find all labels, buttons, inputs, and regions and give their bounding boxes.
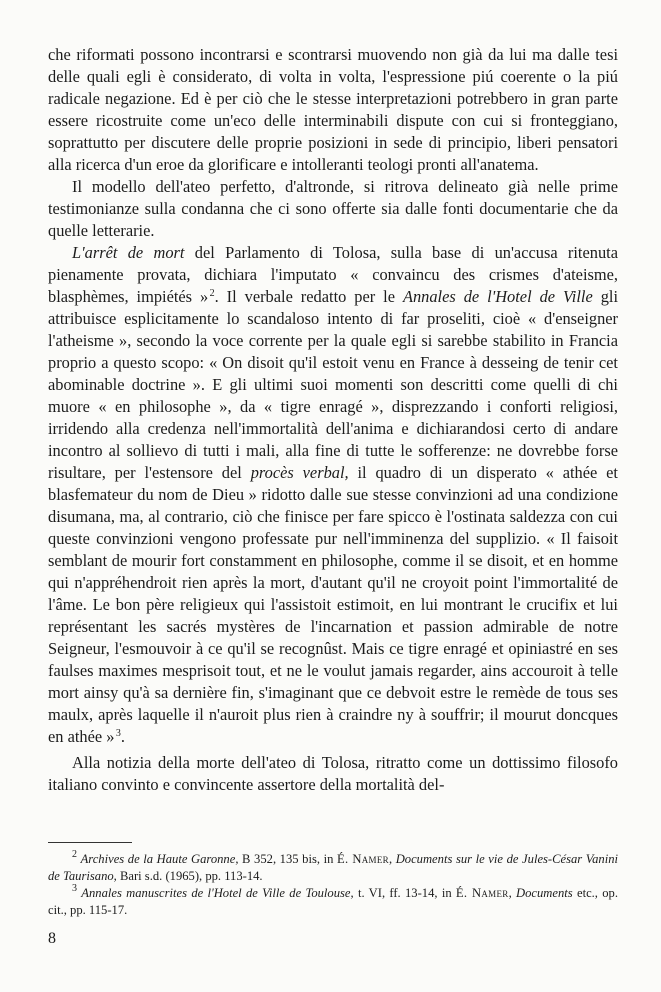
author-name: É. Namer bbox=[337, 852, 389, 866]
footnote-3: $^3$ Annales manuscrites de l'Hotel de Ville de Toulouse, t. VI, ff. 13-14, in É. Namer, Documents etc., op. cit., pp. 115-17. bbox=[48, 883, 618, 917]
italic-term: procès verbal, bbox=[250, 463, 349, 482]
main-text bbox=[48, 44, 618, 796]
footnote-divider bbox=[48, 842, 132, 843]
page-number: 8 bbox=[48, 930, 56, 947]
italic-title: Annales de l'Hotel de Ville bbox=[402, 287, 593, 306]
footnote-2: $^2$ Archives de la Haute Garonne, B 352, 135 bis, in É. Namer, Documents sur le vie de Jules-César Vanini de Taurisano, Bari s.d. (1965), pp. 113-14. bbox=[48, 849, 618, 883]
footnotes bbox=[48, 851, 618, 919]
author-name: É. Namer bbox=[455, 886, 509, 900]
footnote-number: 2 bbox=[72, 849, 77, 860]
paragraph-2: Il modello dell'ateo perfetto, d'altronde, si ritrova delineato già nelle prime testimonianze sulla condanna che ci sono offerte sia dalle fonti documentarie che da quelle letterarie. bbox=[48, 177, 618, 240]
paragraph-1: che riformati possono incontrarsi e scontrarsi muovendo non già da lui ma dalle tesi delle quali egli è considerato, di volta in volta, l'espressione piú coerente o la piú radicale negazione. Ed è per ciò che le stesse interpretazioni potrebbero in gran parte essere ricostruite come un'eco delle interminabili dispute con cui si fronteggiano, soprattutto per discutere delle proprie posizioni in sede di principio, liberi pensatori alla ricerca d'un eroe da glorificare e intolleranti teologi pronti all'anatema. bbox=[48, 45, 618, 174]
footnote-ref-3[interactable]: 3 bbox=[115, 728, 121, 739]
page-body bbox=[48, 44, 618, 919]
footnote-number: 3 bbox=[72, 883, 77, 894]
italic-title: L'arrêt de mort bbox=[72, 243, 185, 262]
footnote-ref-2[interactable]: 2 bbox=[209, 288, 215, 299]
paragraph-3: L'arrêt de mort del Parlamento di Tolosa, sulla base di un'accusa ritenuta pienamente provata, dichiara l'imputato « convaincu des crismes d'ateisme, blasphèmes, impiétés » $^2$. Il verbale redatto per le Annales de l'Hotel de Ville gli attribuisce esplicitamente lo scandaloso intento di far proseliti, cioè « d'enseigner l'atheisme », secondo la voce corrente per la quale egli si sarebbe stabilito in Francia proprio a questo scopo: « On disoit qu'il estoit venu en France à desseing de tenir cet abominable doctrine ». E gli ultimi suoi momenti son descritti come quelli di chi muore « en philosophe », da « tigre enragé », disprezzando i conforti religiosi, irridendo alla credenza nell'immortalità dell'anima e dichiarandosi certo di andare incontro al sollievo di tutti i mali, alla fine di tutte le sofferenze: ne dovrebbe forse risultare, per l'estensore del procès verbal, il quadro di un disperato « athée et blasfemateur du nom de Dieu » ridotto dalle sue stesse convinzioni ad una condizione disumana, ma, al contrario, ciò che finisce per fare spicco è l'ostinata saldezza con cui queste convinzioni vengono professate pur nell'imminenza del supplizio. « Il faisoit semblant de mourir fort constamment en philosophe, comme il se disoit, et en homme qui n'appréhendroit rien après la mort, d'autant qu'il ne croyoit point l'immortalité de l'âme. Le bon père religieux qui l'assistoit estimoit, en lui montrant le crucifix et lui représentant les sacrés mystères de l'incarnation et passion admirable de notre Seigneur, l'esmouvoir à ce qu'il se recognûst. Mais ce tigre enragé et opiniastré en ses faulses maximes mesprisoit tout, et ne le voulut jamais regarder, ains accouroit à telle mort ainsy qu'à sa dernière fin, s'imaginant que ce debvoit estre le remède de tous ses maulx, après laquelle il n'auroit plus rien à craindre ny à souffrir; il mourut doncques en athée » $^3$. bbox=[48, 243, 619, 746]
paragraph-4: Alla notizia della morte dell'ateo di Tolosa, ritratto come un dottissimo filosofo italiano convinto e convincente assertore della mortalità del- bbox=[48, 753, 618, 794]
